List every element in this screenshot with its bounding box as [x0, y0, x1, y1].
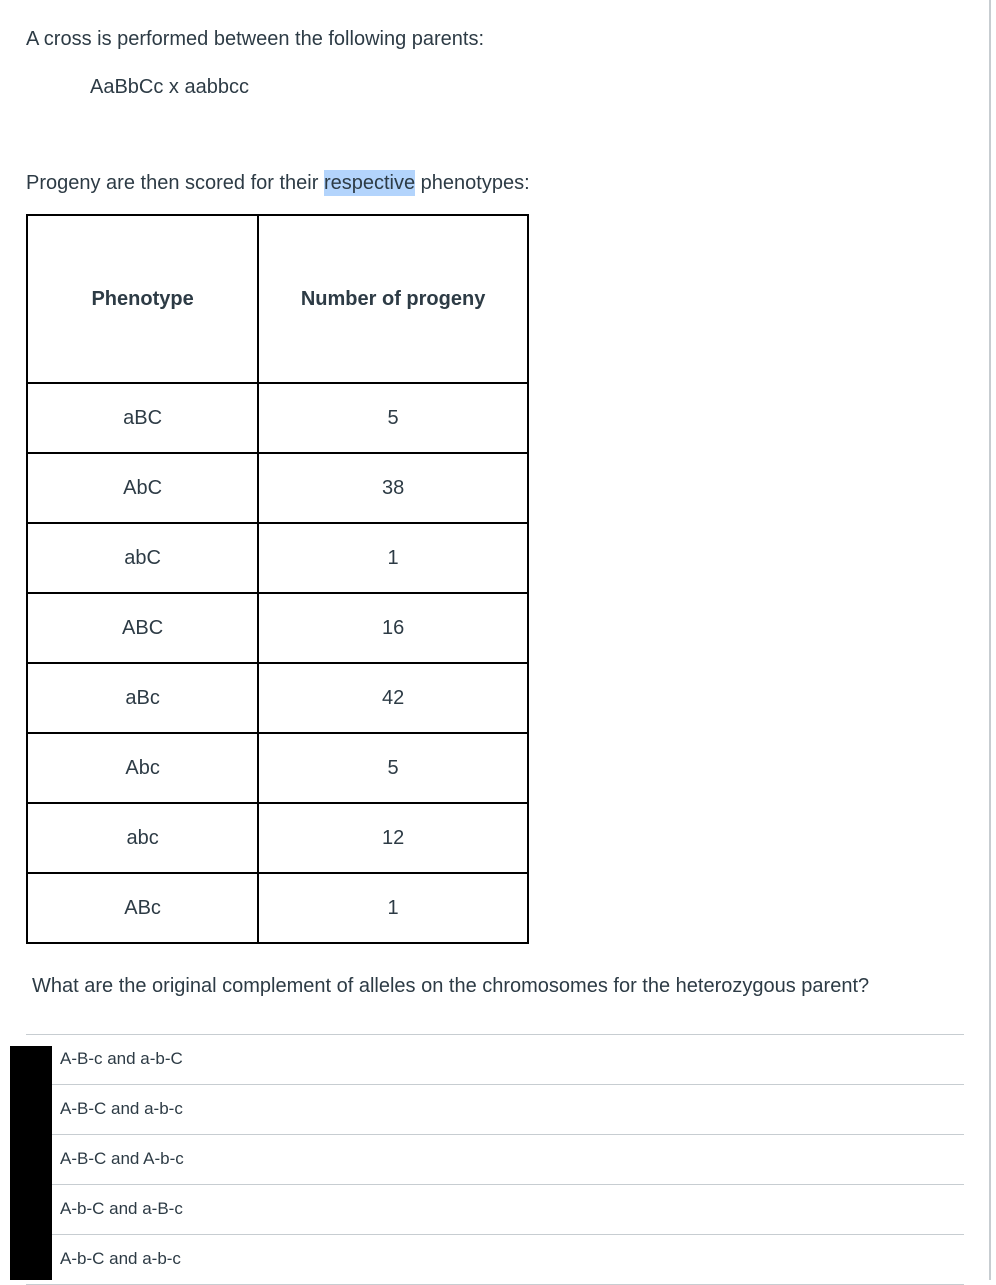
highlighted-word: respective: [323, 172, 416, 194]
phenotype-cell: ABc: [27, 873, 258, 943]
answer-option-2[interactable]: [26, 1085, 964, 1135]
question-text: What are the original complement of alleles on the chromosomes for the heterozygous parent?: [32, 975, 870, 997]
header-phenotype: Phenotype: [27, 215, 258, 383]
answer-label[interactable]: A-B-c and a-b-C: [60, 1049, 183, 1068]
table-row: [27, 383, 528, 453]
table-row: [27, 453, 528, 523]
count-cell: 1: [258, 873, 528, 943]
header-number-of-progeny: Number of progeny: [258, 215, 528, 383]
table-row: [27, 873, 528, 943]
count-cell: 16: [258, 593, 528, 663]
answer-label[interactable]: A-b-C and a-b-c: [60, 1249, 181, 1268]
answer-label[interactable]: A-B-C and A-b-c: [60, 1149, 184, 1168]
answer-list: [26, 1034, 964, 1285]
table-row: [27, 803, 528, 873]
answer-label[interactable]: A-B-C and a-b-c: [60, 1099, 183, 1118]
table-header-row: [27, 215, 528, 383]
answer-option-4[interactable]: [26, 1185, 964, 1235]
progeny-text: [26, 171, 530, 195]
content-right-border: [989, 0, 991, 1280]
table-row: [27, 593, 528, 663]
progeny-text-before: Progeny are then scored for their: [26, 172, 324, 194]
progeny-text-after: phenotypes:: [415, 172, 530, 194]
cross-genotypes: AaBbCc x aabbcc: [90, 76, 249, 98]
phenotype-cell: AbC: [27, 453, 258, 523]
answer-option-3[interactable]: [26, 1135, 964, 1185]
phenotype-cell: aBC: [27, 383, 258, 453]
count-cell: 12: [258, 803, 528, 873]
redaction-bar: [10, 1046, 52, 1280]
phenotype-cell: Abc: [27, 733, 258, 803]
answer-option-5[interactable]: [26, 1235, 964, 1285]
answer-option-1[interactable]: [26, 1035, 964, 1085]
phenotype-cell: aBc: [27, 663, 258, 733]
answer-label[interactable]: A-b-C and a-B-c: [60, 1199, 183, 1218]
phenotype-table: [26, 214, 529, 944]
count-cell: 42: [258, 663, 528, 733]
intro-text: A cross is performed between the following parents:: [26, 28, 485, 50]
count-cell: 1: [258, 523, 528, 593]
table-row: [27, 523, 528, 593]
table-row: [27, 733, 528, 803]
phenotype-cell: abC: [27, 523, 258, 593]
count-cell: 5: [258, 733, 528, 803]
phenotype-cell: abc: [27, 803, 258, 873]
count-cell: 38: [258, 453, 528, 523]
table-row: [27, 663, 528, 733]
phenotype-cell: ABC: [27, 593, 258, 663]
count-cell: 5: [258, 383, 528, 453]
